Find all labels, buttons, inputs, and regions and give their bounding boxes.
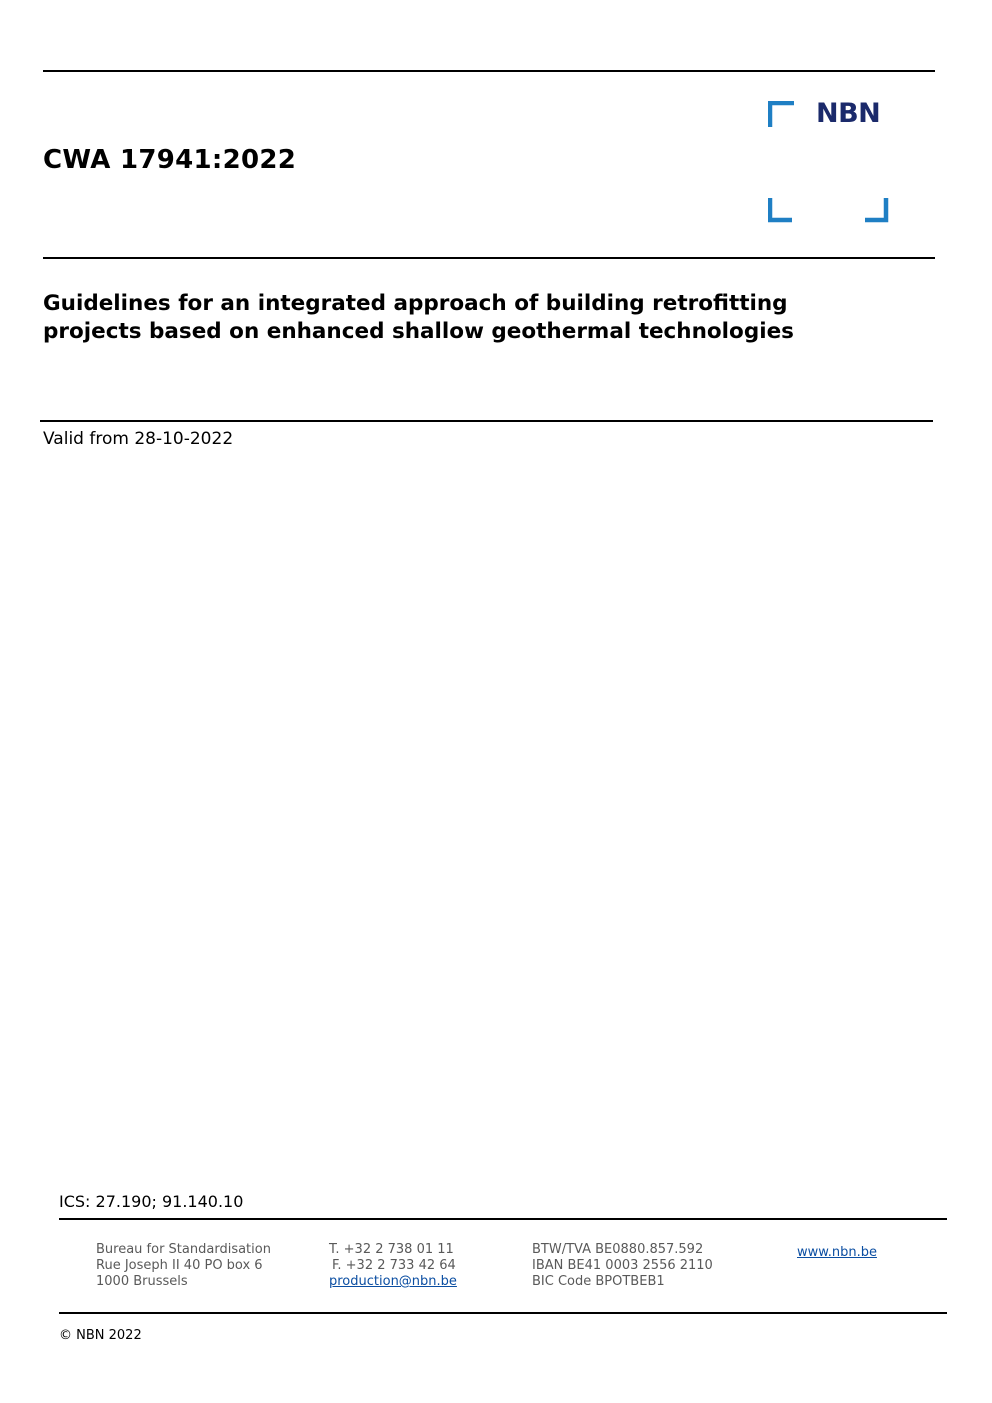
nbn-logo xyxy=(768,98,890,223)
footer-website xyxy=(797,1245,877,1261)
address-line-1: Bureau for Standardisation xyxy=(96,1242,271,1257)
address-line-3: 1000 Brussels xyxy=(96,1274,188,1289)
valid-from-date: Valid from 28-10-2022 xyxy=(43,429,234,449)
footer-top-rule xyxy=(59,1218,947,1220)
bic-code: BIC Code BPOTBEB1 xyxy=(532,1274,665,1289)
footer-contact xyxy=(329,1242,457,1290)
document-title-line-2: projects based on enhanced shallow geothermal technologies xyxy=(43,319,794,344)
ics-codes: ICS: 27.190; 91.140.10 xyxy=(59,1192,244,1211)
footer-bottom-rule xyxy=(59,1312,947,1314)
title-bottom-rule xyxy=(40,420,933,422)
fax-number: F. +32 2 733 42 64 xyxy=(332,1258,456,1273)
website-link[interactable]: www.nbn.be xyxy=(797,1245,877,1260)
nbn-logo-text: NBN xyxy=(816,98,881,129)
top-rule xyxy=(43,70,935,72)
email-link[interactable]: production@nbn.be xyxy=(329,1274,457,1289)
header-bottom-rule xyxy=(43,257,935,259)
address-line-2: Rue Joseph II 40 PO box 6 xyxy=(96,1258,263,1273)
document-code: CWA 17941:2022 xyxy=(43,145,297,175)
vat-number: BTW/TVA BE0880.857.592 xyxy=(532,1242,704,1257)
iban-number: IBAN BE41 0003 2556 2110 xyxy=(532,1258,713,1273)
phone-number: T. +32 2 738 01 11 xyxy=(329,1242,454,1257)
footer-address xyxy=(96,1242,271,1290)
footer-bank-details xyxy=(532,1242,713,1290)
document-title-line-1: Guidelines for an integrated approach of building retrofitting xyxy=(43,291,788,316)
copyright-notice: © NBN 2022 xyxy=(59,1328,142,1343)
document-title xyxy=(43,290,923,346)
